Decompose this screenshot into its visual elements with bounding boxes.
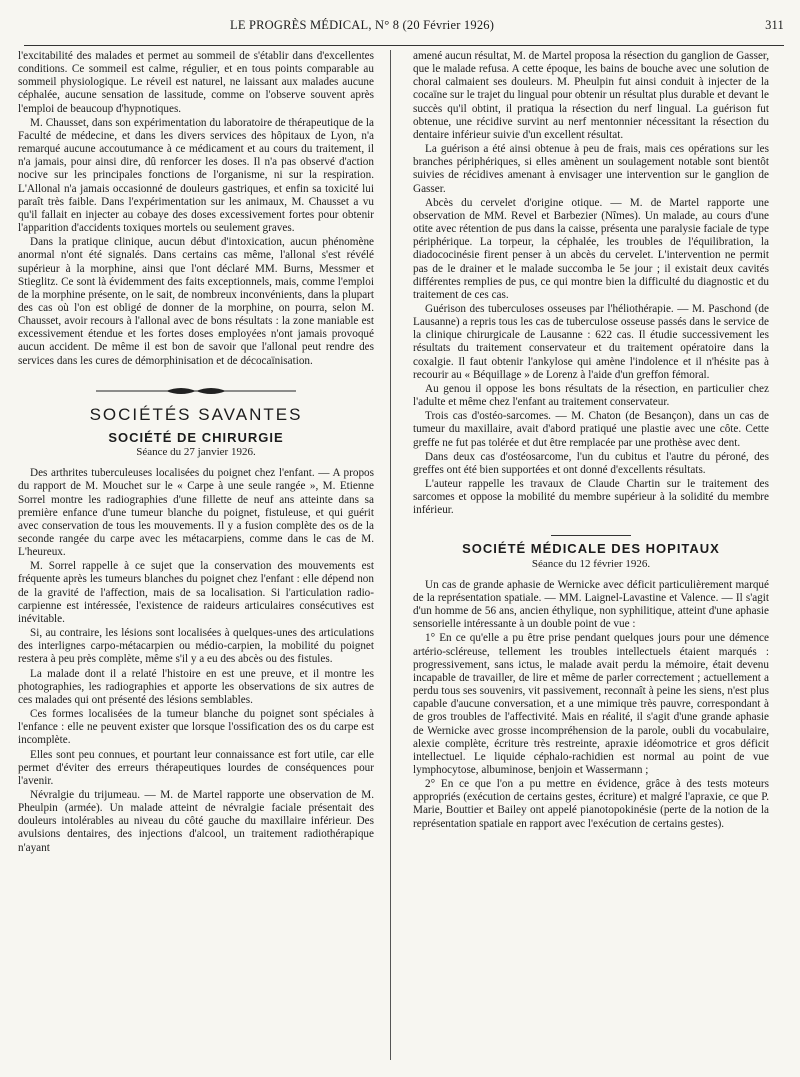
- left-column: [18, 50, 374, 856]
- paragraph: Trois cas d'ostéo-sarcomes. — M. Chaton (de Besançon), dans un cas de tumeur du maxillaire, avait d'abord pratiqué une plastie avec une côte. Cette greffe ne fut pas tolérée et dut être remplacée par une prothèse avec dent.: [413, 410, 769, 449]
- society-title: SOCIÉTÉ DE CHIRURGIE: [108, 429, 284, 445]
- paragraph: Abcès du cervelet d'origine otique. — M. de Martel rapporte une observation de MM. Revel et Barbezier (Nîmes). Un malade, au cours d'une otite avec rétention de pus dans la caisse, présenta une paralysie faciale de type périphérique. La torpeur, la céphalée, les troubles de l'équilibration, la diadococinésie firent penser à un abcès du cervelet. L'intervention ne permit pas de le drainer et le malade succomba le 5e jour ; il existait deux cavités différentes remplies de pus, ce qui montre bien la difficulté du diagnostic et du traitement de ces cas.: [413, 196, 769, 301]
- column-divider: [390, 50, 391, 1060]
- society-title: SOCIÉTÉ MÉDICALE DES HOPITAUX: [462, 541, 720, 557]
- paragraph: La guérison a été ainsi obtenue à peu de frais, mais ces opérations sur les branches périphériques, si elles amènent un soulagement notable sont bientôt suivies de récidives amenant à envisager une intervention sur le ganglion de Gasser.: [413, 143, 769, 195]
- header-rule: [24, 45, 784, 46]
- paragraph: Si, au contraire, les lésions sont localisées à quelques-unes des articulations des interlignes carpo-métacarpien ou médio-carpien, la mobilité du poignet restera à peu près complète, même s'il y a eu des abcès ou des fistules.: [18, 627, 374, 666]
- ornament-divider: [96, 384, 296, 398]
- paragraph: Elles sont peu connues, et pourtant leur connaissance est fort utile, car elle permet d'éviter des erreurs thérapeutiques lourdes de conséquences pour l'avenir.: [18, 748, 374, 787]
- paragraph: Au genou il oppose les bons résultats de la résection, en particulier chez l'adulte et même chez l'enfant au traitement conservateur.: [413, 382, 769, 409]
- seance-date: Séance du 12 février 1926.: [531, 557, 651, 570]
- paragraph: l'excitabilité des malades et permet au sommeil de s'établir dans d'excellentes conditions. Ce sommeil est calme, régulier, et en tous points comparable au sommeil physiologique. Le réveil est naturel, ne laissant aux malades aucune céphalée, aucune sensation de lassitude, comme on l'observe souvent après l'emploi de beaucoup d'hypnotiques.: [18, 50, 374, 115]
- page-number: 311: [765, 18, 784, 32]
- paragraph: 1° En ce qu'elle a pu être prise pendant quelques jours pour une démence artério-scléreuse, tellement les troubles intellectuels étaient marqués : progressivement, sans ictus, le malade avait perdu la mémoire, était devenu incapable de travailler, de lire et même de parler correctement ; actuellement a perdu tous ses souvenirs, vit passivement, reconnaît à peine les siens, n'est plus capable d'aucune conversation, et a une mimique très pauvre, correspondant à de gros troubles de l'affectivité. Mais en réalité, il s'agit d'une grande aphasie de Wernicke avec grosse incompréhension de la parole, oubli du vocabulaire, alexie complète, écriture très restreinte, apraxie idéomotrice et gros déficit intellectuel. Le liquide céphalo-rachidien est normal au point de vue lymphocytose, albuminose, benjoin et Wassermann ;: [413, 632, 769, 776]
- section-title: SOCIÉTÉS SAVANTES: [89, 404, 303, 424]
- paragraph: Dans la pratique clinique, aucun début d'intoxication, aucun phénomène anormal n'ont été signalés. Dans certains cas même, l'allonal s'est révélé supérieur à la morphine, ainsi que l'ont déclaré MM. Burns, Messmer et Stieglitz. Ce sont là évidemment des faits exceptionnels, mais, comme l'emploi de la morphine présente, on le sait, de nombreux inconvénients, dans la plupart des cas où l'on est obligé de donner de la morphine, on pourra, selon M. Chausset, avoir recours à l'allonal avec de bons résultats : la zone maniable est excessivement étendue et les fortes doses employées n'ont jamais provoqué aucun accident. De même il est bon de savoir que l'allonal peut rendre des services dans les cures de démorphinisation et de décocaïnisation.: [18, 236, 374, 367]
- paragraph: Névralgie du trijumeau. — M. de Martel rapporte une observation de M. Pheulpin (armée). Un malade atteint de névralgie faciale présentait des douleurs intolérables au niveau du côté gauche du maxillaire inférieur. Des avulsions dentaires, des injections d'alcool, un traitement radiothérapique n'ayant: [18, 788, 374, 854]
- paragraph: amené aucun résultat, M. de Martel proposa la résection du ganglion de Gasser, que le malade refusa. A cette époque, les bains de bouche avec une solution de choral calmaient ses douleurs. M. Pheulpin fut ainsi conduit à injecter de la cocaïne sur le trajet du lingual pour obtenir un résultat plus durable et devant le succès qu'il obtint, il pratiqua la résection du nerf lingual. La guérison fut obtenue, une récidive survint au nerf mentonnier nécessitant la résection du dentaire inférieur suivie d'un excellent résultat.: [413, 50, 769, 141]
- paragraph: 2° En ce que l'on a pu mettre en évidence, grâce à des tests moteurs appropriés (exécution de certains gestes, écriture) et malgré l'apraxie, ce que P. Marie, Bouttier et Bailey ont appelé pianotopokinésie (perte de la notion de la représentation spatiale en rapport avec l'exécution de certains gestes).: [413, 778, 769, 830]
- paragraph: Des arthrites tuberculeuses localisées du poignet chez l'enfant. — A propos du rapport de M. Mouchet sur le « Carpe à une seule rangée », M. Etienne Sorrel montre les radiographies d'une fillette de neuf ans atteinte dans sa première enfance d'une tumeur blanche du poignet, fistuleuse, et qui guérit avec conservation de tous les mouvements. Il y a fusion complète des os de la seconde rangée du carpe avec les métacarpiens, comme dans le cas de M. L'heureux.: [18, 467, 374, 559]
- paragraph: M. Sorrel rappelle à ce sujet que la conservation des mouvements est fréquente après les tumeurs blanches du poignet chez l'enfant : elle dépend non de la gravité de l'affection, mais de sa localisation. Si l'articulation radio-carpienne est intéressée, l'existence de raideurs articulaires consécutives est inévitable.: [18, 560, 374, 625]
- section-rule: [551, 535, 631, 536]
- paragraph: M. Chausset, dans son expérimentation du laboratoire de thérapeutique de la Faculté de médecine, et dans les divers services des hôpitaux de Lyon, n'a remarqué aucune accoutumance à ce médicament et au cours du traitement, il n'a jamais, pour ainsi dire, dû renforcer les doses. Il n'a pas observé d'action nocive sur les principales fonctions de l'organisme, ni sur la respiration. L'Allonal n'a jamais occasionné de douleurs gastriques, et enfin sa toxicité lui paraît très faible. Dans l'expérimentation sur les animaux, M. Chausset a vu qu'il fallait en injecter au cobaye des doses excessivement fortes pour obtenir l'apparition d'accidents toxiques mortels ou seulement graves.: [18, 116, 374, 235]
- paragraph: Guérison des tuberculoses osseuses par l'héliothérapie. — M. Paschond (de Lausanne) a repris tous les cas de tuberculose osseuse passés dans le service de la clinique chirurgicale de Lausanne : 622 cas. Il étudie successivement les résultats du traitement conservateur et du traitement opératoire dans la coxalgie. Il faut obtenir l'ankylose qui amène l'indolence et il n'hésite pas à recourir au « Béquillage » de Lorenz à l'aide d'un greffon fémoral.: [413, 302, 769, 381]
- right-column: [413, 50, 769, 832]
- paragraph: La malade dont il a relaté l'histoire en est une preuve, et il montre les photographies, les radiographies et apporte les observations de six autres de ces malades qui ont présenté des lésions semblables.: [18, 667, 374, 706]
- paragraph: Dans deux cas d'ostéosarcome, l'un du cubitus et l'autre du péroné, des greffes ont été bien supportées et ont donné d'excellents résultats.: [413, 450, 769, 476]
- paragraph: Un cas de grande aphasie de Wernicke avec déficit particulièrement marqué de la représentation spatiale. — MM. Laignel-Lavastine et Valence. — Il s'agit d'un homme de 56 ans, ancien éthylique, non syphilitique, atteint d'une aphasie sensorielle intéressante à un double point de vue :: [413, 578, 769, 631]
- seance-date: Séance du 27 janvier 1926.: [136, 446, 256, 459]
- paragraph: Ces formes localisées de la tumeur blanche du poignet sont spéciales à l'enfance : elle ne peuvent exister que lorsque l'ossification des os du carpe est incomplète.: [18, 708, 374, 747]
- journal-title: LE PROGRÈS MÉDICAL, N° 8 (20 Février 1926): [230, 18, 495, 32]
- running-header: [24, 18, 784, 42]
- paragraph: L'auteur rappelle les travaux de Claude Chartin sur le traitement des sarcomes et oppose la mobilité du membre supérieur à la solidité du membre inférieur.: [413, 478, 769, 517]
